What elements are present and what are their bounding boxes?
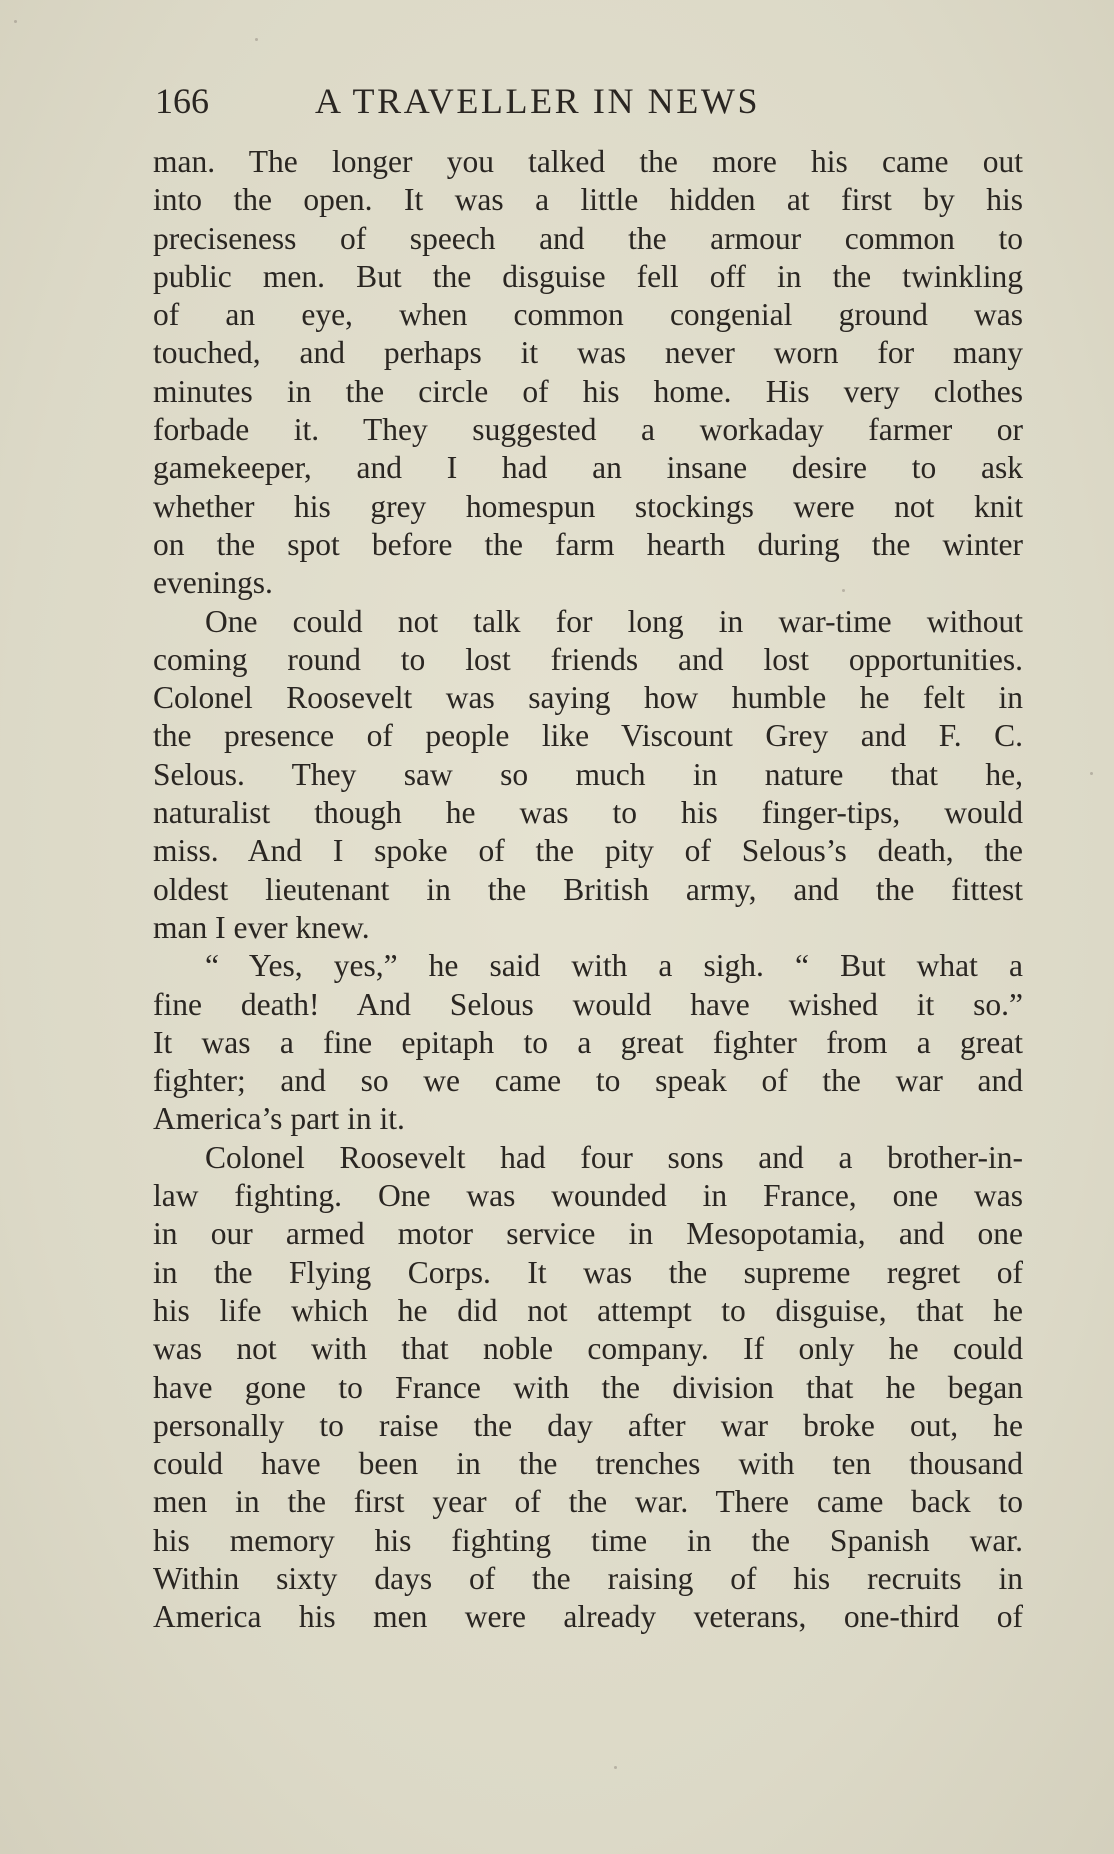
- text-line: Colonel Roosevelt was saying how humble he felt in: [153, 680, 1023, 716]
- text-line: Within sixty days of the raising of his recruits in: [153, 1560, 1023, 1596]
- text-line: gamekeeper, and I had an insane desire to ask: [153, 450, 1023, 486]
- text-line: his life which he did not attempt to disguise, that he: [153, 1292, 1023, 1328]
- text-line: in our armed motor service in Mesopotamia, and one: [153, 1216, 1023, 1252]
- paper-speck: [255, 38, 258, 41]
- text-line: of an eye, when common congenial ground was: [153, 297, 1023, 333]
- paper-speck: [14, 20, 17, 23]
- text-line: the presence of people like Viscount Grey and F. C.: [153, 718, 1023, 754]
- text-line: fighter; and so we came to speak of the war and: [153, 1063, 1023, 1099]
- text-line: It was a fine epitaph to a great fighter from a great: [153, 1024, 1023, 1060]
- text-line: law fighting. One was wounded in France, one was: [153, 1178, 1023, 1214]
- paragraph-end-line: man I ever knew.: [153, 909, 370, 945]
- text-line: America his men were already veterans, one-third of: [153, 1599, 1023, 1635]
- running-head: [155, 76, 1021, 126]
- paragraph-end-line: evenings.: [153, 565, 273, 601]
- page-number: 166: [155, 81, 209, 121]
- text-line: personally to raise the day after war broke out, he: [153, 1407, 1023, 1443]
- text-line: coming round to lost friends and lost opportunities.: [153, 641, 1023, 677]
- text-line: men in the first year of the war. There came back to: [153, 1484, 1023, 1520]
- text-line: forbade it. They suggested a workaday farmer or: [153, 412, 1023, 448]
- text-line: whether his grey homespun stockings were not knit: [153, 488, 1023, 524]
- paper-speck: [1090, 772, 1093, 775]
- paragraph-end-line: America’s part in it.: [153, 1101, 405, 1137]
- text-line: Selous. They saw so much in nature that he,: [153, 756, 1023, 792]
- running-title: A TRAVELLER IN NEWS: [315, 81, 761, 121]
- text-line: have gone to France with the division that he began: [153, 1369, 1023, 1405]
- text-line: on the spot before the farm hearth during the winter: [153, 526, 1023, 562]
- text-line: oldest lieutenant in the British army, and the fittest: [153, 871, 1023, 907]
- text-line: minutes in the circle of his home. His very clothes: [153, 373, 1023, 409]
- text-line: man. The longer you talked the more his came out: [153, 144, 1023, 179]
- text-line: preciseness of speech and the armour common to: [153, 220, 1023, 256]
- text-line: fine death! And Selous would have wished it so.”: [153, 986, 1023, 1022]
- text-line: into the open. It was a little hidden at first by his: [153, 182, 1023, 218]
- text-line: his memory his fighting time in the Spanish war.: [153, 1522, 1023, 1558]
- text-line: naturalist though he was to his finger-tips, would: [153, 795, 1023, 831]
- paper-speck: [614, 1766, 617, 1769]
- text-line: miss. And I spoke of the pity of Selous’s death, the: [153, 833, 1023, 869]
- text-line: public men. But the disguise fell off in the twinkling: [153, 258, 1023, 294]
- body-text: [153, 143, 1023, 1637]
- text-line: touched, and perhaps it was never worn for many: [153, 335, 1023, 371]
- paragraph-first-line: One could not talk for long in war-time without: [205, 603, 1023, 639]
- paragraph-first-line: Colonel Roosevelt had four sons and a brother-in-: [205, 1139, 1023, 1175]
- text-line: in the Flying Corps. It was the supreme regret of: [153, 1254, 1023, 1290]
- text-line: could have been in the trenches with ten thousand: [153, 1446, 1023, 1482]
- text-line: was not with that noble company. If only he could: [153, 1331, 1023, 1367]
- paragraph-first-line: “ Yes, yes,” he said with a sigh. “ But what a: [205, 948, 1023, 984]
